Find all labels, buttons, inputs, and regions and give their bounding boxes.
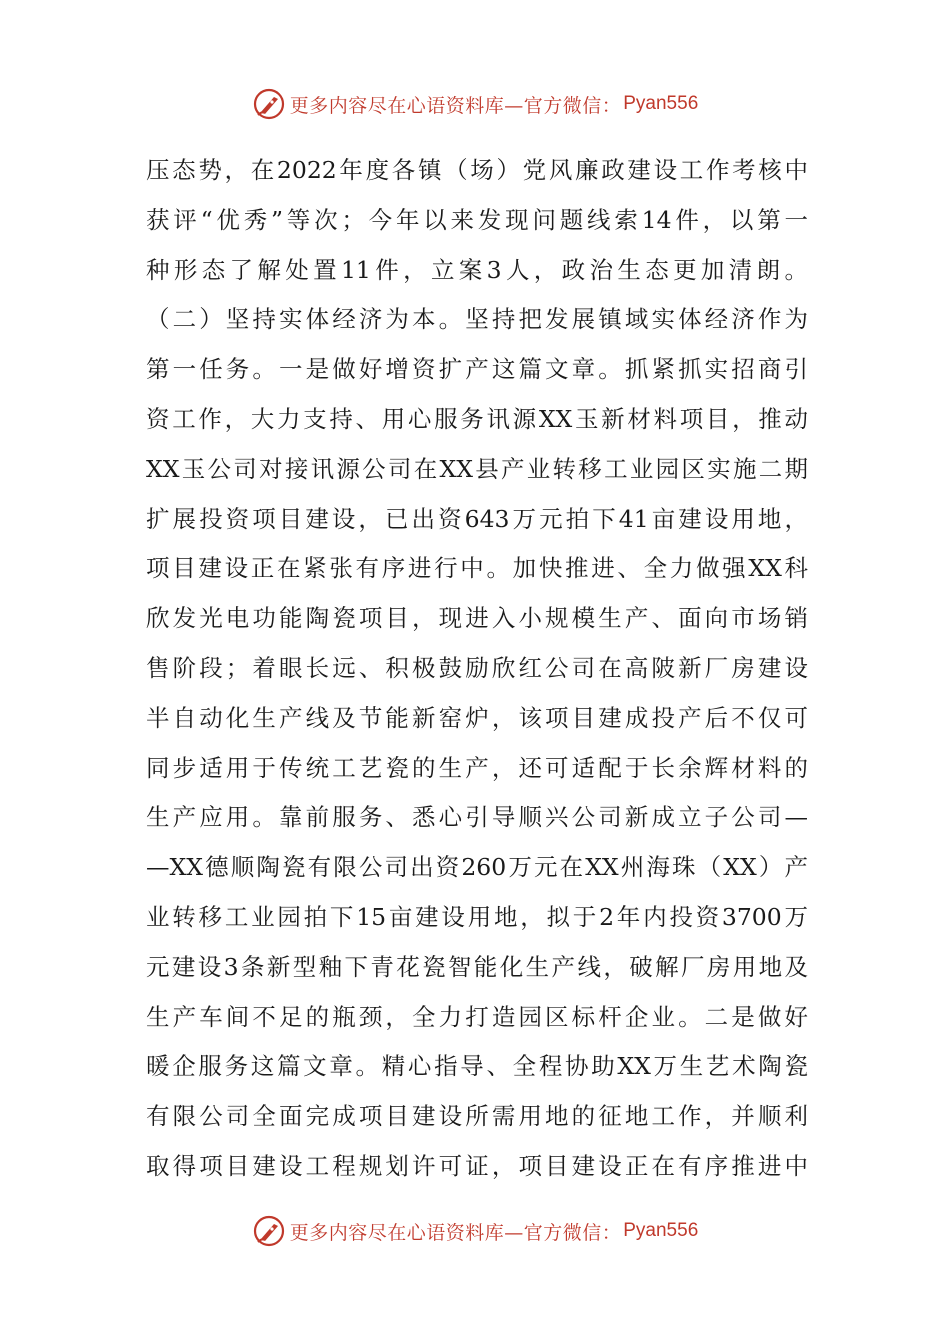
footer-banner <box>0 1211 950 1251</box>
text-line: 项目建设正在紧张有序进行中。加快推进、全力做强XX科 <box>146 554 808 583</box>
header-banner <box>0 84 950 124</box>
text-line: 种形态了解处置11件，立案3人，政治生态更加清朗。 <box>146 255 808 284</box>
text-line: 获评“优秀”等次；今年以来发现问题线索14件，以第一 <box>146 205 808 234</box>
text-line: 同步适用于传统工艺瓷的生产，还可适配于长余辉材料的 <box>146 753 808 782</box>
text-line: XX玉公司对接讯源公司在XX县产业转移工业园区实施二期 <box>146 454 808 483</box>
banner-handle: Pyan556 <box>623 93 699 114</box>
text-line: 业转移工业园拍下15亩建设用地，拟于2年内投资3700万 <box>146 902 808 931</box>
text-line: 欣发光电功能陶瓷项目，现进入小规模生产、面向市场销 <box>146 604 808 633</box>
text-line: 半自动化生产线及节能新窑炉，该项目建成投产后不仅可 <box>146 703 808 732</box>
text-line: 第一任务。一是做好增资扩产这篇文章。抓紧抓实招商引 <box>146 355 808 384</box>
pen-nib-circle-icon <box>252 87 286 121</box>
text-line: 暖企服务这篇文章。精心指导、全程协助XX万生艺术陶瓷 <box>146 1052 808 1081</box>
text-line: 扩展投资项目建设，已出资643万元拍下41亩建设用地， <box>146 504 808 533</box>
pen-nib-circle-icon <box>252 1214 286 1248</box>
text-line: 元建设3条新型釉下青花瓷智能化生产线，破解厂房用地及 <box>146 952 808 981</box>
text-line: 取得项目建设工程规划许可证，项目建设正在有序推进中 <box>146 1151 808 1180</box>
banner-text: 更多内容尽在心语资料库—官方微信： <box>289 1221 622 1244</box>
banner-text: 更多内容尽在心语资料库—官方微信： <box>289 94 622 117</box>
text-line: 压态势，在2022年度各镇（场）党风廉政建设工作考核中 <box>146 156 808 184</box>
text-line: 有限公司全面完成项目建设所需用地的征地工作，并顺利 <box>146 1102 808 1131</box>
text-line: 资工作，大力支持、用心服务讯源XX玉新材料项目，推动 <box>146 404 808 433</box>
text-line: 生产车间不足的瓶颈，全力打造园区标杆企业。二是做好 <box>146 1002 808 1031</box>
text-line: 售阶段；着眼长远、积极鼓励欣红公司在高陂新厂房建设 <box>146 653 808 682</box>
text-line: 生产应用。靠前服务、悉心引导顺兴公司新成立子公司— <box>146 803 808 832</box>
text-line: （二）坚持实体经济为本。坚持把发展镇域实体经济作为 <box>146 305 808 334</box>
document-body <box>146 146 808 1192</box>
banner-handle: Pyan556 <box>623 1220 699 1241</box>
text-line: —XX德顺陶瓷有限公司出资260万元在XX州海珠（XX）产 <box>146 853 808 882</box>
